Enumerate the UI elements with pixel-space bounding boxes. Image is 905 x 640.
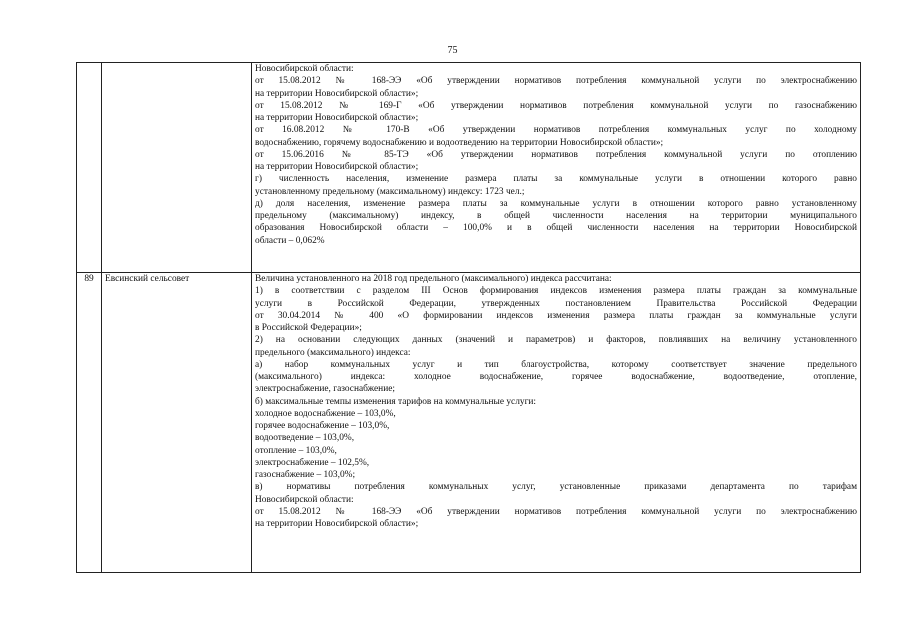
text-line: предельному (максимальному) индексу, в общей численности населения на территории муниципального [255,211,857,221]
tariff-index-table [76,62,861,573]
text-line: от 15.08.2012 № 168-ЭЭ «Об утверждении нормативов потребления коммунальной услуги по электроснабжению [255,506,857,517]
text-line: газоснабжение – 103,0%; [255,470,356,480]
text-line: водоснабжению, горячему водоснабжению и водоотведению на территории Новосибирской области»; [255,137,664,148]
text-line: электроснабжение, газоснабжение; [255,384,395,395]
text-line: услуги в Российской Федерации, утвержденных постановлением Правительства Российской Федерации [255,298,857,309]
text-line: в) нормативы потребления коммунальных услуг, установленные приказами департамента по тарифам [255,482,857,493]
text-line: б) максимальные темпы изменения тарифов на коммунальные услуги: [255,396,537,407]
table-row [77,63,861,273]
text-line: Величина установленного на 2018 год предельного (максимального) индекса рассчитана: [255,274,612,284]
text-line: водоотведение – 103,0%, [255,433,355,444]
text-line: на территории Новосибирской области»; [255,162,419,172]
text-line: а) набор коммунальных услуг и тип благоустройства, которому соответствует значение предельного [255,359,857,370]
text-line: д) доля населения, изменение размера платы за коммунальные услуги в отношении которого равно установленному [255,198,857,209]
text-line: горячее водоснабжение – 103,0%, [255,421,390,431]
text-line: на территории Новосибирской области»; [255,113,419,123]
municipality-name-cell [102,63,252,273]
text-line: Новосибирской области: [255,64,354,74]
text-line: на территории Новосибирской области»; [255,519,419,529]
text-line: 2) на основании следующих данных (значений и параметров) и факторов, повлиявших на величину установленного [255,335,857,346]
municipality-name-cell: Евсинский сельсовет [102,273,252,573]
text-line: в Российской Федерации»; [255,323,362,333]
text-line: предельного (максимального) индекса: [255,347,411,358]
text-line: г) численность населения, изменение размера платы за коммунальные услуги в отношении которого равно [255,174,857,185]
text-line: холодное водоснабжение – 103,0%, [255,408,396,419]
text-line: (максимального) индекса: холодное водоснабжение, горячее водоснабжение, водоотведение, отопление, [255,372,857,382]
text-line: Новосибирской области: [255,494,354,505]
text-line: от 16.08.2012 № 170-В «Об утверждении нормативов потребления коммунальных услуг по холодному [255,125,857,136]
text-line: 1) в соответствии с разделом III Основ формирования индексов изменения размера платы граждан за коммунальные [255,286,857,297]
text-line: установленному предельному (максимальному) индексу: 1723 чел.; [255,186,525,197]
text-line: от 15.06.2016 № 85-ТЭ «Об утверждении нормативов потребления коммунальной услуги по отоплению [255,149,857,160]
row-number-cell [77,63,102,273]
index-description-cell [252,273,861,573]
table-row [77,273,861,573]
text-line: электроснабжение – 102,5%, [255,457,370,468]
text-line: от 15.08.2012 № 169-Г «Об утверждении нормативов потребления коммунальной услуги по газоснабжению [255,100,857,111]
index-description-cell [252,63,861,273]
row-number-cell: 89 [77,273,102,573]
page-number: 75 [447,45,458,56]
text-line: образования Новосибирской области – 100,0% и в общей численности населения на территории Новосибирской [255,223,857,234]
text-line: от 15.08.2012 № 168-ЭЭ «Об утверждении нормативов потребления коммунальной услуги по электроснабжению [255,76,857,87]
text-line: от 30.04.2014 № 400 «О формировании индексов изменения размера платы граждан за коммунальные услуги [255,310,857,321]
text-line: на территории Новосибирской области»; [255,88,419,99]
text-line: области – 0,062% [255,235,325,246]
text-line: отопление – 103,0%, [255,445,337,456]
